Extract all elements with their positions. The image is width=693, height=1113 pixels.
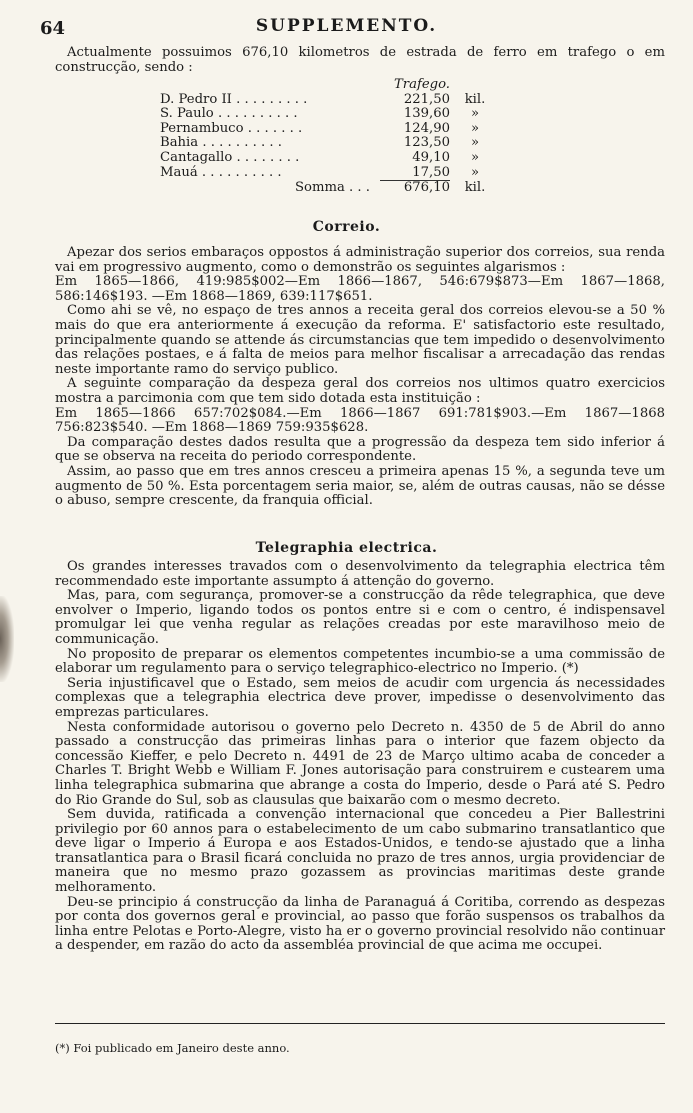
table-row xyxy=(160,151,500,166)
table-row xyxy=(160,136,500,151)
paragraph: Em 1865—1866, 419:985$002—Em 1866—1867, 546:679$873—Em 1867—1868, 586:146$193. —Em 1868—1869, 639:117$651. xyxy=(55,274,665,304)
page-number: 64 xyxy=(40,18,66,39)
footnote-rule xyxy=(55,1023,665,1024)
railway-value: 49,10 xyxy=(412,149,450,165)
table-row xyxy=(160,93,500,108)
total-unit: kil. xyxy=(464,179,486,195)
section-correio xyxy=(55,246,665,509)
section-title-telegraphia: Telegraphia electrica. xyxy=(255,540,438,556)
railway-unit: » xyxy=(470,120,480,136)
railway-value: 139,60 xyxy=(403,106,450,122)
trafego-header: Trafego. xyxy=(394,77,450,92)
railway-name: Pernambuco . . . . . . . xyxy=(160,120,303,136)
table-row xyxy=(160,166,500,181)
railway-name: S. Paulo . . . . . . . . . . xyxy=(160,106,298,122)
railway-value: 221,50 xyxy=(403,91,450,107)
intro-text: Actualmente possuimos 676,10 kilometros de estrada de ferro em trafego o em construcção, sendo : xyxy=(55,45,665,75)
footnote: (*) Foi publicado em Janeiro deste anno. xyxy=(55,1041,290,1055)
paragraph: Da comparação destes dados resulta que a progressão da despeza tem sido inferior á que se observa na receita do periodo correspondente. xyxy=(55,434,665,465)
paragraph: Sem duvida, ratificada a convenção internacional que concedeu a Pier Ballestrini privilegio por 60 annos para o estabelecimento de um cabo submarino transatlantico que deve ligar o Imperio á Europa e aos Estados-Unidos, e tendo-se ajustado que a linha transatlantica para o Brasil ficará concluida no prazo de tres annos, urgia providenciar de maneira que no mesmo prazo gozassem as provincias maritimas deste grande melhoramento. xyxy=(55,807,665,896)
railway-name: Bahia . . . . . . . . . . xyxy=(160,135,282,151)
table-total-row xyxy=(160,181,500,196)
intro-paragraph xyxy=(55,46,665,75)
section-telegraphia xyxy=(55,560,665,954)
railway-table xyxy=(160,78,500,196)
railway-unit: » xyxy=(470,135,480,151)
paragraph: Em 1865—1866 657:702$084.—Em 1866—1867 691:781$903.—Em 1867—1868 756:823$540. —Em 1868—1869 759:935$628. xyxy=(55,405,665,436)
page-blemish xyxy=(0,596,14,682)
railway-value: 124,90 xyxy=(403,120,450,136)
railway-unit: kil. xyxy=(464,91,486,107)
running-title: SUPPLEMENTO. xyxy=(255,16,438,36)
section-title-correio: Correio. xyxy=(312,219,381,235)
railway-name: Mauá . . . . . . . . . . xyxy=(160,164,282,180)
railway-table-header xyxy=(160,78,500,93)
total-value: 676,10 xyxy=(380,181,450,196)
paragraph: Assim, ao passo que em tres annos cresceu a primeira apenas 15 %, a segunda teve um augmento de 50 %. Esta porcentagem seria maior, se, além de outras causas, não se désse o abuso, sempre crescente, da franquia official. xyxy=(55,463,665,509)
paragraph: Mas, para, com segurança, promover-se a construcção da rêde telegraphica, que deve envolver o Imperio, ligando todos os pontos entre si e com o centro, é indispensavel promulgar lei que venha regular as relações creadas por este maravilhoso meio de communicação. xyxy=(55,588,665,647)
railway-value: 123,50 xyxy=(403,135,450,151)
paragraph: A seguinte comparação da despeza geral dos correios nos ultimos quatro exercicios mostra a parcimonia com que tem sido dotada esta instituição : xyxy=(55,376,665,406)
railway-value: 17,50 xyxy=(412,164,450,180)
paragraph: Como ahi se vê, no espaço de tres annos a receita geral dos correios elevou-se a 50 % mais do que era anteriormente á execução da reforma. E' satisfactorio este resultado, principalmente quando se attende ás circumstancias que tem impedido o desenvolvimento das relações postaes, e á falta de meios para melhor fiscalisar a arrecadação das rendas neste importante ramo do serviço publico. xyxy=(55,303,665,377)
railway-unit: » xyxy=(470,106,480,122)
paragraph: Os grandes interesses travados com o desenvolvimento da telegraphia electrica têm recommendado este importante assumpto á attenção do governo. xyxy=(55,559,665,589)
table-row xyxy=(160,122,500,137)
total-label: Somma . . . xyxy=(294,179,370,195)
table-row xyxy=(160,107,500,122)
paragraph: Deu-se principio á construcção da linha de Paranaguá á Coritiba, correndo as despezas por conta dos governos geral e provincial, ao passo que forão suspensos os trabalhos da linha entre Pelotas e Porto-Alegre, visto ha er o governo provincial resolvido não continuar a despender, em razão do acto da assembléa provincial de que acima me occupei. xyxy=(55,894,665,954)
railway-unit: » xyxy=(470,149,480,165)
railway-name: Cantagallo . . . . . . . . xyxy=(160,149,300,165)
paragraph: Apezar dos serios embaraços oppostos á administração superior dos correios, sua renda vai em progressivo augmento, como o demonstrão os seguintes algarismos : xyxy=(55,245,665,275)
railway-name: D. Pedro II . . . . . . . . . xyxy=(160,91,308,107)
paragraph: Seria injustificavel que o Estado, sem meios de acudir com urgencia ás necessidades complexas que a telegraphia electrica deve prover, impedisse o desenvolvimento das emprezas particulares. xyxy=(55,675,665,720)
paragraph: Nesta conformidade autorisou o governo pelo Decreto n. 4350 de 5 de Abril do anno passado a construcção das primeiras linhas para o interior que fazem objecto da concessão Kieffer, e pelo Decreto n. 4491 de 23 de Março ultimo acaba de conceder a Charles T. Bright Webb e William F. Jones autorisação para construirem e custearem uma linha telegraphica submarina que abrange a costa do Imperio, desde o Pará até S. Pedro do Rio Grande do Sul, sob as clausulas que baixarão com o mesmo decreto. xyxy=(55,719,665,808)
railway-unit: » xyxy=(470,164,480,180)
paragraph: No proposito de preparar os elementos competentes incumbio-se a uma commissão de elaborar um regulamento para o serviço telegraphico-electrico no Imperio. (*) xyxy=(55,646,665,677)
